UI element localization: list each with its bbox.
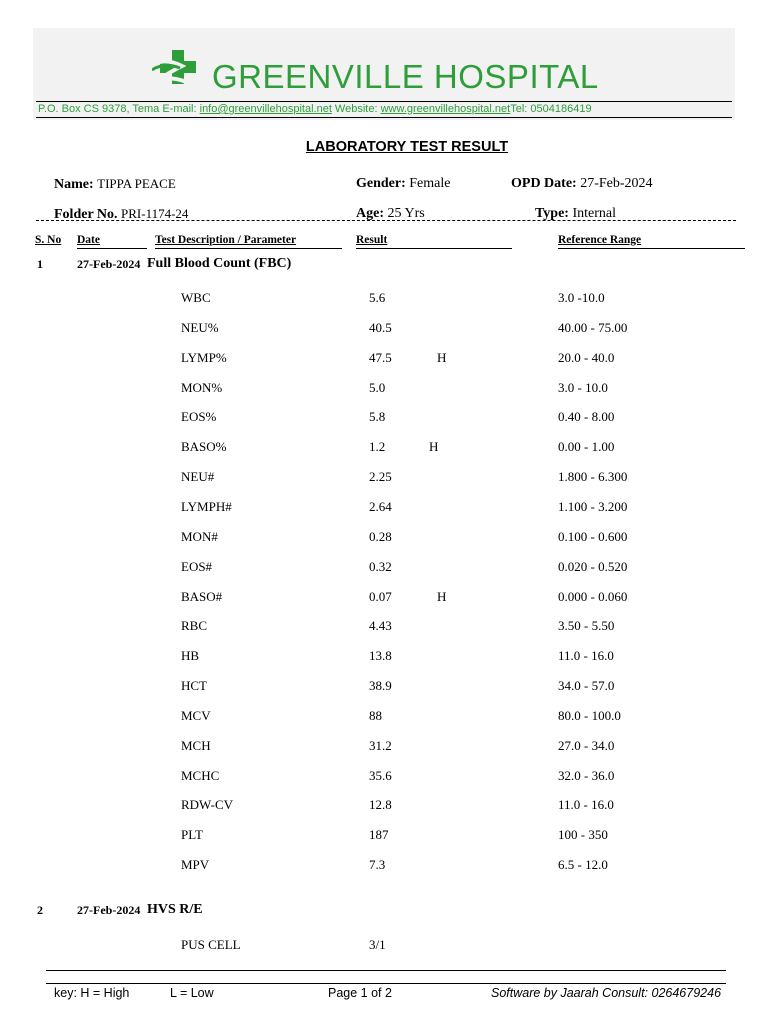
folder-value: PRI-1174-24: [121, 206, 189, 221]
website-link[interactable]: www.greenvillehospital.net: [380, 103, 511, 115]
row-param: HCT: [181, 678, 207, 694]
row-param: HB: [181, 648, 200, 664]
patient-name: [54, 176, 176, 193]
row-param: MON#: [181, 528, 218, 544]
age-value: 25 Yrs: [387, 206, 425, 221]
row-param: MCH: [181, 737, 211, 753]
cross-logo-icon: [152, 50, 208, 90]
row-range: 0.00 - 1.00: [558, 439, 615, 455]
key-low: L = Low: [170, 986, 214, 1000]
type-value: Internal: [572, 206, 616, 221]
gender-label: Gender:: [356, 176, 406, 191]
row-param: MPV: [181, 857, 210, 873]
footer-rule-2: [46, 983, 726, 984]
row-result: 88: [369, 707, 382, 723]
hospital-name: GREENVILLE HOSPITAL: [212, 58, 599, 95]
row-param: NEU%: [181, 319, 219, 335]
col-desc: Test Description / Parameter: [155, 234, 297, 246]
row-result: 31.2: [369, 737, 392, 753]
row-range: 1.800 - 6.300: [558, 469, 628, 485]
row-result: 35.6: [369, 767, 392, 783]
col-result: Result: [356, 234, 388, 246]
page-number: Page 1 of 2: [328, 986, 392, 1000]
col-result-underline: [356, 248, 512, 249]
row-result: 2.64: [369, 498, 392, 514]
row-result: 0.28: [369, 528, 392, 544]
row-range: 20.0 - 40.0: [558, 349, 615, 365]
name-label: Name:: [54, 177, 94, 192]
row-param: EOS%: [181, 409, 217, 425]
row-param: PLT: [181, 827, 203, 843]
row-result: 0.07: [369, 588, 392, 604]
group-sno: 2: [37, 903, 43, 917]
row-result: 7.3: [369, 857, 386, 873]
col-date-underline: [77, 248, 147, 249]
contact-address: P.O. Box CS 9378, Tema E-mail:: [38, 103, 200, 115]
opd-date: [511, 176, 653, 192]
name-value: TIPPA PEACE: [97, 176, 176, 191]
contact-line: [38, 103, 592, 115]
email-link[interactable]: info@greenvillehospital.net: [199, 103, 332, 115]
group-date: 27-Feb-2024: [77, 903, 141, 917]
row-result: 40.5: [369, 319, 392, 335]
col-date: Date: [77, 234, 100, 246]
row-param: WBC: [181, 290, 211, 305]
group-sno: 1: [37, 257, 43, 271]
group-date: 27-Feb-2024: [77, 257, 141, 271]
row-flag: H: [429, 439, 439, 455]
row-range: 6.5 - 12.0: [558, 857, 608, 873]
row-range: 34.0 - 57.0: [558, 678, 615, 694]
row-param: MCHC: [181, 767, 220, 783]
dashed-divider: [36, 220, 736, 221]
row-param: BASO%: [181, 439, 227, 455]
row-result: 187: [369, 827, 389, 843]
row-range: 3.0 -10.0: [558, 290, 605, 305]
folder-label: Folder No.: [54, 207, 118, 222]
row-result: 47.5: [369, 349, 392, 365]
row-range: 3.50 - 5.50: [558, 618, 615, 634]
row-result: 38.9: [369, 678, 392, 694]
gender-value: Female: [409, 176, 451, 191]
row-range: 1.100 - 3.200: [558, 498, 628, 514]
row-result: 0.32: [369, 558, 392, 574]
tel: Tel: 0504186419: [510, 103, 592, 115]
row-param: MCV: [181, 707, 211, 723]
row-result: 5.0: [369, 379, 386, 395]
group-name: HVS R/E: [147, 902, 203, 917]
patient-gender: [356, 176, 450, 192]
header-rule-bottom: [36, 117, 732, 118]
opd-value: 27-Feb-2024: [580, 176, 653, 191]
row-range: 0.020 - 0.520: [558, 558, 628, 574]
opd-label: OPD Date:: [511, 176, 577, 191]
website-label: Website:: [331, 103, 381, 115]
group-name: Full Blood Count (FBC): [147, 256, 292, 271]
row-param: PUS CELL: [181, 937, 241, 952]
row-result: 1.2: [369, 439, 386, 455]
row-param: BASO#: [181, 588, 223, 604]
row-result: 13.8: [369, 648, 392, 664]
row-param: MON%: [181, 379, 223, 395]
row-range: 100 - 350: [558, 827, 608, 843]
col-range: Reference Range: [558, 234, 642, 246]
col-sno: S. No: [35, 234, 62, 246]
row-param: EOS#: [181, 558, 213, 574]
row-flag: H: [437, 349, 447, 365]
row-range: 32.0 - 36.0: [558, 767, 615, 783]
col-desc-underline: [155, 248, 342, 249]
row-param: RDW-CV: [181, 797, 233, 813]
key-high: key: H = High: [54, 986, 130, 1000]
row-range: 40.00 - 75.00: [558, 319, 628, 335]
row-flag: H: [437, 588, 447, 604]
row-range: 80.0 - 100.0: [558, 707, 621, 723]
row-result: 12.8: [369, 797, 392, 813]
row-result: 5.8: [369, 409, 386, 425]
row-result: 2.25: [369, 469, 392, 485]
row-range: 3.0 - 10.0: [558, 379, 608, 395]
header-rule: [36, 101, 732, 102]
row-param: LYMP%: [181, 349, 227, 365]
row-param: LYMPH#: [181, 498, 232, 514]
row-range: 27.0 - 34.0: [558, 737, 615, 753]
page-title: LABORATORY TEST RESULT: [305, 139, 509, 155]
row-param: RBC: [181, 618, 208, 634]
row-range: 11.0 - 16.0: [558, 648, 614, 664]
row-range: 0.40 - 8.00: [558, 409, 615, 425]
col-range-underline: [558, 248, 745, 249]
age-label: Age:: [356, 206, 384, 221]
footer-rule: [46, 970, 726, 971]
row-param: NEU#: [181, 469, 215, 485]
row-result: 4.43: [369, 618, 392, 634]
software-credit: Software by Jaarah Consult: 0264679246: [491, 986, 722, 1000]
row-range: 0.100 - 0.600: [558, 528, 628, 544]
row-range: 11.0 - 16.0: [558, 797, 614, 813]
row-result: 3/1: [369, 937, 386, 952]
row-range: 0.000 - 0.060: [558, 588, 628, 604]
type-label: Type:: [535, 206, 569, 221]
row-result: 5.6: [369, 290, 386, 305]
